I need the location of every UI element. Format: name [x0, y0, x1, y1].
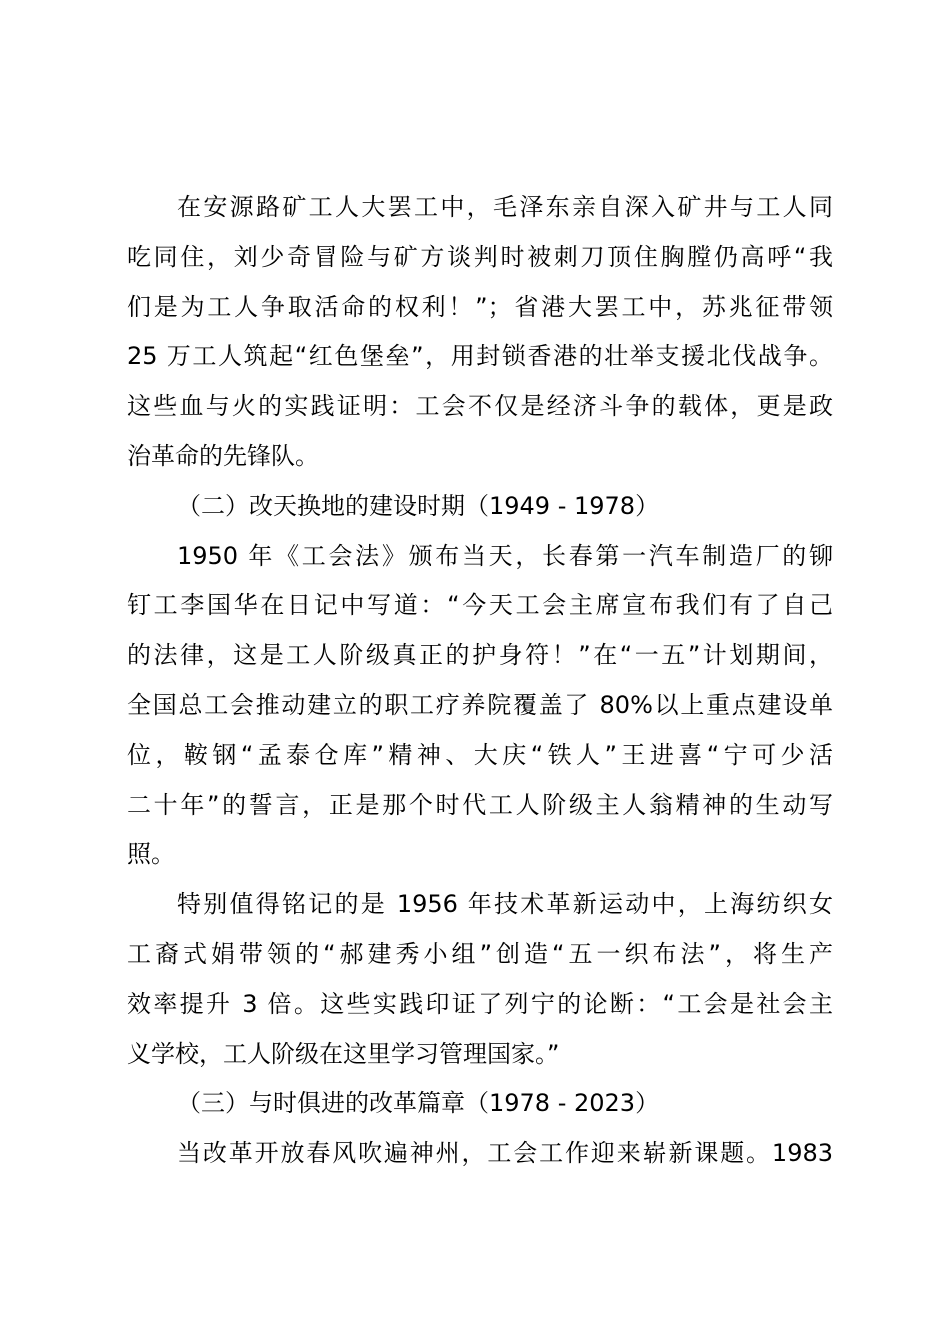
paragraph-line: 位，鞍钢“孟泰仓库”精神、大庆“铁人”王进喜“宁可少活: [127, 740, 833, 769]
paragraph-line: 1950 年《工会法》颁布当天，长春第一汽车制造厂的铆: [177, 541, 833, 570]
paragraph-line: 义学校，工人阶级在这里学习管理国家。”: [127, 1039, 560, 1068]
paragraph-line: 当改革开放春风吹遍神州，工会工作迎来崭新课题。1983: [177, 1139, 833, 1168]
paragraph-line: 特别值得铭记的是 1956 年技术革新运动中，上海纺织女: [177, 890, 833, 919]
paragraph-line: 照。: [127, 840, 175, 869]
paragraph-line: 全国总工会推动建立的职工疗养院覆盖了 80%以上重点建设单: [127, 690, 833, 719]
paragraph-line: 二十年”的誓言，正是那个时代工人阶级主人翁精神的生动写: [127, 790, 833, 819]
paragraph-line: 治革命的先锋队。: [127, 441, 319, 470]
paragraph-line: 这些血与火的实践证明：工会不仅是经济斗争的载体，更是政: [127, 392, 833, 421]
section-heading: （三）与时俱进的改革篇章（1978 - 2023）: [177, 1089, 660, 1118]
document-body: [127, 183, 833, 1179]
section-heading: （二）改天换地的建设时期（1949 - 1978）: [177, 491, 660, 520]
paragraph-line: 25 万工人筑起“红色堡垒”，用封锁香港的壮举支援北伐战争。: [127, 342, 833, 371]
paragraph-line: 效率提升 3 倍。这些实践印证了列宁的论断：“工会是社会主: [127, 989, 833, 1018]
paragraph-line: 吃同住，刘少奇冒险与矿方谈判时被刺刀顶住胸膛仍高呼“我: [127, 242, 833, 271]
paragraph-line: 钉工李国华在日记中写道：“今天工会主席宣布我们有了自己: [127, 591, 833, 620]
paragraph-line: 在安源路矿工人大罢工中，毛泽东亲自深入矿井与工人同: [177, 193, 833, 221]
paragraph-line: 的法律，这是工人阶级真正的护身符！”在“一五”计划期间，: [127, 641, 833, 670]
paragraph-line: 工裔式娟带领的“郝建秀小组”创造“五一织布法”，将生产: [127, 939, 833, 968]
paragraph-line: 们是为工人争取活命的权利！”；省港大罢工中，苏兆征带领: [127, 292, 833, 321]
